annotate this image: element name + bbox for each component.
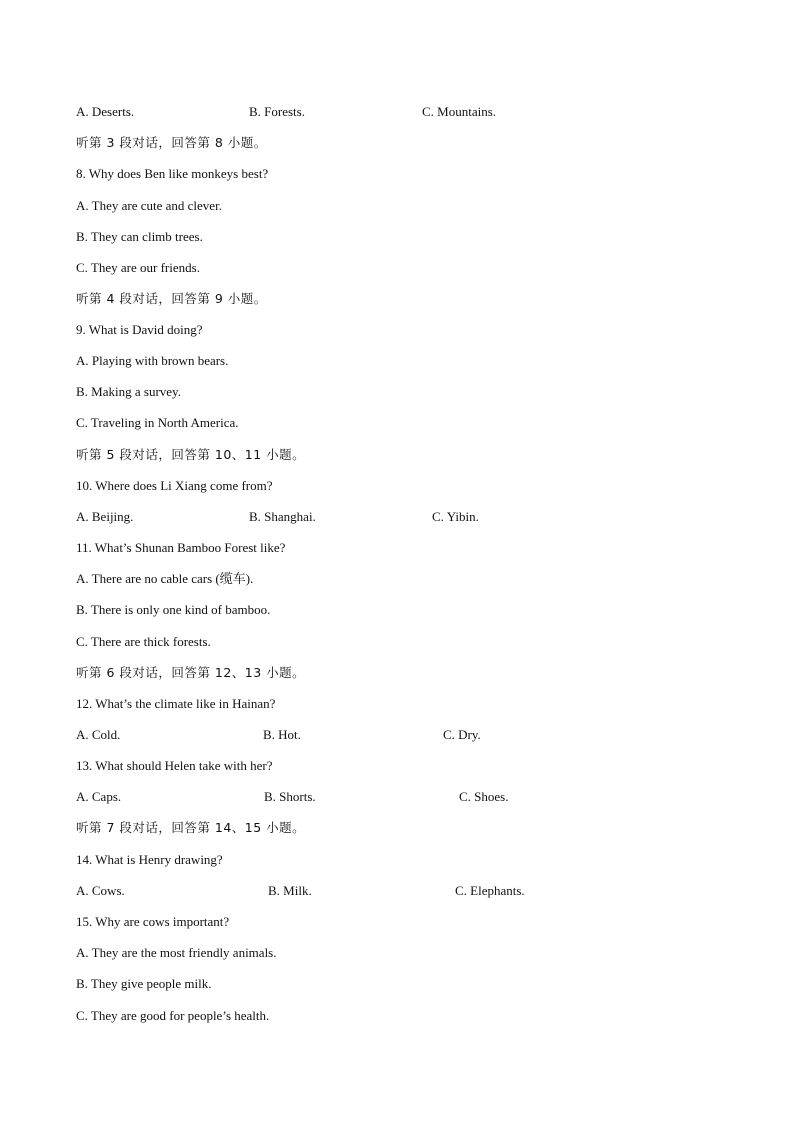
q10-option-c: C. Yibin. <box>432 509 479 524</box>
instruction-dialogue-4: 听第 4 段对话，回答第 9 小题。 <box>76 291 267 306</box>
instruction-dialogue-6: 听第 6 段对话，回答第 12、13 小题。 <box>76 665 306 680</box>
q14-option-c: C. Elephants. <box>455 883 525 898</box>
q9-question: 9. What is David doing? <box>76 322 203 337</box>
q8-option-a: A. They are cute and clever. <box>76 198 222 213</box>
q11-option-b: B. There is only one kind of bamboo. <box>76 602 271 617</box>
q14-question: 14. What is Henry drawing? <box>76 852 223 867</box>
q8-question: 8. Why does Ben like monkeys best? <box>76 166 269 181</box>
q10-question: 10. Where does Li Xiang come from? <box>76 478 273 493</box>
q11-question: 11. What’s Shunan Bamboo Forest like? <box>76 540 286 555</box>
q13-question: 13. What should Helen take with her? <box>76 758 273 773</box>
q7-option-b: B. Forests. <box>249 104 305 119</box>
q10-option-b: B. Shanghai. <box>249 509 316 524</box>
q11-option-a: A. There are no cable cars (缆车). <box>76 571 254 586</box>
q8-option-c: C. They are our friends. <box>76 260 200 275</box>
q12-option-c: C. Dry. <box>443 727 481 742</box>
q8-option-b: B. They can climb trees. <box>76 229 203 244</box>
q14-option-b: B. Milk. <box>268 883 312 898</box>
q15-option-c: C. They are good for people’s health. <box>76 1008 270 1023</box>
q12-question: 12. What’s the climate like in Hainan? <box>76 696 276 711</box>
q15-option-b: B. They give people milk. <box>76 976 212 991</box>
q11-option-c: C. There are thick forests. <box>76 634 211 649</box>
q12-option-b: B. Hot. <box>263 727 301 742</box>
q7-option-a: A. Deserts. <box>76 104 135 119</box>
q12-option-a: A. Cold. <box>76 727 121 742</box>
instruction-dialogue-3: 听第 3 段对话，回答第 8 小题。 <box>76 135 267 150</box>
q10-option-a: A. Beijing. <box>76 509 134 524</box>
q15-question: 15. Why are cows important? <box>76 914 230 929</box>
instruction-dialogue-7: 听第 7 段对话，回答第 14、15 小题。 <box>76 820 306 835</box>
q13-option-a: A. Caps. <box>76 789 122 804</box>
q9-option-a: A. Playing with brown bears. <box>76 353 229 368</box>
q15-option-a: A. They are the most friendly animals. <box>76 945 277 960</box>
q7-option-c: C. Mountains. <box>422 104 497 119</box>
q13-option-c: C. Shoes. <box>459 789 509 804</box>
q14-option-a: A. Cows. <box>76 883 125 898</box>
q13-option-b: B. Shorts. <box>264 789 316 804</box>
q9-option-b: B. Making a survey. <box>76 384 181 399</box>
instruction-dialogue-5: 听第 5 段对话，回答第 10、11 小题。 <box>76 447 306 462</box>
q9-option-c: C. Traveling in North America. <box>76 415 239 430</box>
